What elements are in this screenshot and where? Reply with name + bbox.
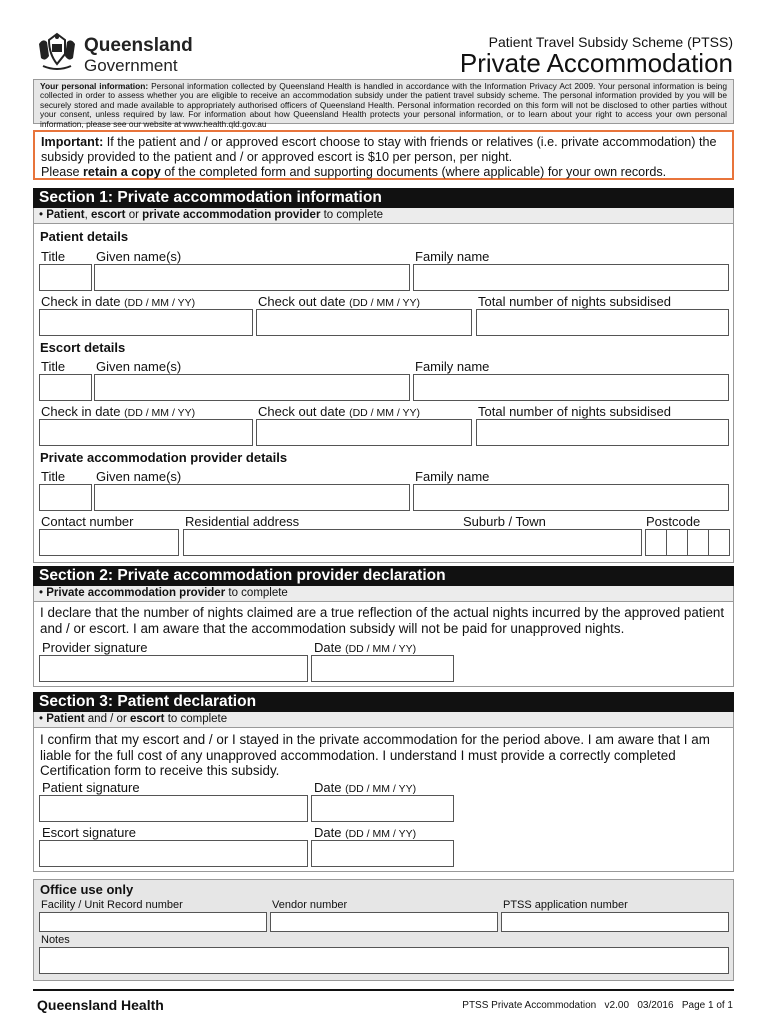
- escort-details-heading: Escort details: [40, 340, 126, 355]
- page-title: Private Accommodation: [459, 48, 733, 78]
- patient-given-input[interactable]: [94, 264, 410, 291]
- office-use-title: Office use only: [40, 882, 134, 897]
- patient-checkin-text: Check in date: [41, 294, 121, 309]
- important-heading: Important:: [41, 135, 104, 149]
- postcode-digit-4[interactable]: [708, 529, 730, 556]
- footer-org: Queensland Health: [37, 997, 164, 1013]
- patient-nights-label: Total number of nights subsidised: [478, 294, 671, 309]
- escort-sig-date-format: (DD / MM / YY): [345, 828, 417, 840]
- patient-checkin-input[interactable]: [39, 309, 253, 336]
- provider-declaration-text: I declare that the number of nights claimed are a true reflection of the actual nights incurred by the approved patient and / or escort. I am aware that the accommodation subsidy will not be paid for unapproved nights.: [40, 605, 725, 636]
- scheme-name: Patient Travel Subsidy Scheme (PTSS): [488, 34, 733, 50]
- escort-checkin-text: Check in date: [41, 404, 121, 419]
- patient-checkout-label: [258, 294, 420, 309]
- escort-signature-label: Escort signature: [42, 825, 136, 840]
- retain-text-c: of the completed form and supporting documents (where applicable) for your own records.: [164, 165, 667, 179]
- escort-sig-date-label: [314, 825, 416, 840]
- escort-checkin-input[interactable]: [39, 419, 253, 446]
- important-box: [33, 130, 734, 180]
- logo-line1: Queensland: [84, 35, 193, 56]
- provider-address-input[interactable]: [183, 529, 642, 556]
- provider-title-label: Title: [41, 469, 66, 484]
- patient-sig-date-label: [314, 780, 416, 795]
- provider-contact-label: Contact number: [41, 514, 134, 529]
- s3-sub-escort: escort: [129, 713, 165, 725]
- patient-checkin-label: [41, 294, 195, 309]
- escort-checkin-format: (DD / MM / YY): [124, 407, 196, 419]
- escort-sig-date-input[interactable]: [311, 840, 454, 867]
- provider-given-input[interactable]: [94, 484, 410, 511]
- postcode-digit-1[interactable]: [645, 529, 667, 556]
- provider-contact-input[interactable]: [39, 529, 179, 556]
- patient-family-input[interactable]: [413, 264, 729, 291]
- provider-date-input[interactable]: [311, 655, 454, 682]
- facility-input[interactable]: [39, 912, 267, 932]
- escort-checkin-label: [41, 404, 195, 419]
- ptss-number-input[interactable]: [501, 912, 729, 932]
- s3-sub-patient: Patient: [46, 713, 85, 725]
- logo-line2: Government: [84, 56, 178, 75]
- provider-date-text: Date: [314, 640, 342, 655]
- patient-checkin-format: (DD / MM / YY): [124, 297, 196, 309]
- retain-text-a: Please: [41, 165, 80, 179]
- notes-label: Notes: [41, 934, 70, 946]
- provider-address-label: Residential address: [185, 514, 300, 529]
- notes-input[interactable]: [39, 947, 729, 974]
- s3-sub-complete: to complete: [164, 713, 228, 725]
- s1-sub-comma: ,: [84, 209, 91, 221]
- provider-date-format: (DD / MM / YY): [345, 643, 417, 655]
- s1-sub-or: or: [125, 209, 143, 221]
- patient-signature-input[interactable]: [39, 795, 308, 822]
- patient-given-label: Given name(s): [96, 249, 182, 264]
- provider-title-input[interactable]: [39, 484, 92, 511]
- escort-checkout-text: Check out date: [258, 404, 346, 419]
- postcode-digit-2[interactable]: [666, 529, 688, 556]
- patient-details-heading: Patient details: [40, 229, 129, 244]
- important-text: If the patient and / or approved escort choose to stay with friends or relatives (i.e. private accommodation) the subsidy provided to the patient and / or approved escort is $10 per person, per night.: [41, 135, 717, 164]
- s2-sub-provider: Private accommodation provider: [46, 587, 226, 599]
- patient-title-input[interactable]: [39, 264, 92, 291]
- escort-checkout-label: [258, 404, 420, 419]
- retain-text-b: retain a copy: [83, 165, 161, 179]
- escort-title-input[interactable]: [39, 374, 92, 401]
- provider-family-input[interactable]: [413, 484, 729, 511]
- section1-subtitle: • Patient, escort or private accommodation provider to complete: [33, 208, 734, 224]
- provider-postcode-label: Postcode: [646, 514, 701, 529]
- escort-family-label: Family name: [415, 359, 490, 374]
- s1-sub-complete: to complete: [320, 209, 384, 221]
- section2-title: Section 2: Private accommodation provider declaration: [33, 566, 734, 586]
- provider-suburb-label: Suburb / Town: [463, 514, 546, 529]
- escort-family-input[interactable]: [413, 374, 729, 401]
- privacy-heading: Your personal information:: [40, 81, 149, 91]
- footer-meta: PTSS Private Accommodation v2.00 03/2016 Page 1 of 1: [462, 1000, 733, 1011]
- footer-rule: [33, 989, 734, 991]
- patient-checkout-format: (DD / MM / YY): [349, 297, 421, 309]
- provider-signature-label: Provider signature: [42, 640, 148, 655]
- privacy-text: Personal information collected by Queensland Health is handled in accordance with the Information Privacy Act 2009. Your personal information is being collected in order to assess whether you are eligible to receive an accommodation subsidy under the patient travel subsidy scheme. The personal information provided by you will be securely stored and made available to appropriately authorised officers of Queensland Health. Personal information recorded on this form will not be disclosed to other parties without your consent, unless required by law. For information about how Queensland Health protects your personal information, or to learn about your right to access your own personal information, please see our website at www.health.qld.gov.au: [40, 81, 727, 129]
- escort-nights-label: Total number of nights subsidised: [478, 404, 671, 419]
- patient-signature-label: Patient signature: [42, 780, 140, 795]
- escort-checkout-format: (DD / MM / YY): [349, 407, 421, 419]
- privacy-box: [33, 79, 734, 129]
- qld-crest-logo: [35, 32, 79, 74]
- provider-details-heading: Private accommodation provider details: [40, 450, 288, 465]
- escort-given-input[interactable]: [94, 374, 410, 401]
- patient-declaration-text: I confirm that my escort and / or I stayed in the private accommodation for the period above. I am aware that I am liable for the full cost of any unapproved accommodation. I understand I must provide a correctly completed Certification form to receive this subsidy.: [40, 732, 710, 778]
- ptss-number-label: PTSS application number: [503, 899, 628, 911]
- section3-title: Section 3: Patient declaration: [33, 692, 734, 712]
- s1-sub-provider: private accommodation provider: [142, 209, 321, 221]
- section3-subtitle: • Patient and / or escort to complete: [33, 712, 734, 728]
- escort-title-label: Title: [41, 359, 66, 374]
- patient-family-label: Family name: [415, 249, 490, 264]
- postcode-digit-3[interactable]: [687, 529, 709, 556]
- s1-sub-escort: escort: [90, 209, 126, 221]
- patient-checkout-input[interactable]: [256, 309, 472, 336]
- s2-sub-complete: to complete: [225, 587, 288, 599]
- section1-title: Section 1: Private accommodation information: [33, 188, 734, 208]
- patient-sig-date-text: Date: [314, 780, 342, 795]
- section2-subtitle: • Private accommodation provider to complete: [33, 586, 734, 602]
- s1-sub-patient: Patient: [46, 209, 85, 221]
- escort-signature-input[interactable]: [39, 840, 308, 867]
- patient-title-label: Title: [41, 249, 66, 264]
- provider-date-label: [314, 640, 416, 655]
- vendor-label: Vendor number: [272, 899, 348, 911]
- patient-sig-date-format: (DD / MM / YY): [345, 783, 417, 795]
- escort-sig-date-text: Date: [314, 825, 342, 840]
- escort-nights-input[interactable]: [476, 419, 729, 446]
- provider-family-label: Family name: [415, 469, 490, 484]
- provider-signature-input[interactable]: [39, 655, 308, 682]
- escort-checkout-input[interactable]: [256, 419, 472, 446]
- facility-label: Facility / Unit Record number: [41, 899, 183, 911]
- patient-sig-date-input[interactable]: [311, 795, 454, 822]
- escort-given-label: Given name(s): [96, 359, 182, 374]
- vendor-input[interactable]: [270, 912, 498, 932]
- patient-nights-input[interactable]: [476, 309, 729, 336]
- s3-sub-and-or: and / or: [84, 713, 130, 725]
- patient-checkout-text: Check out date: [258, 294, 346, 309]
- provider-given-label: Given name(s): [96, 469, 182, 484]
